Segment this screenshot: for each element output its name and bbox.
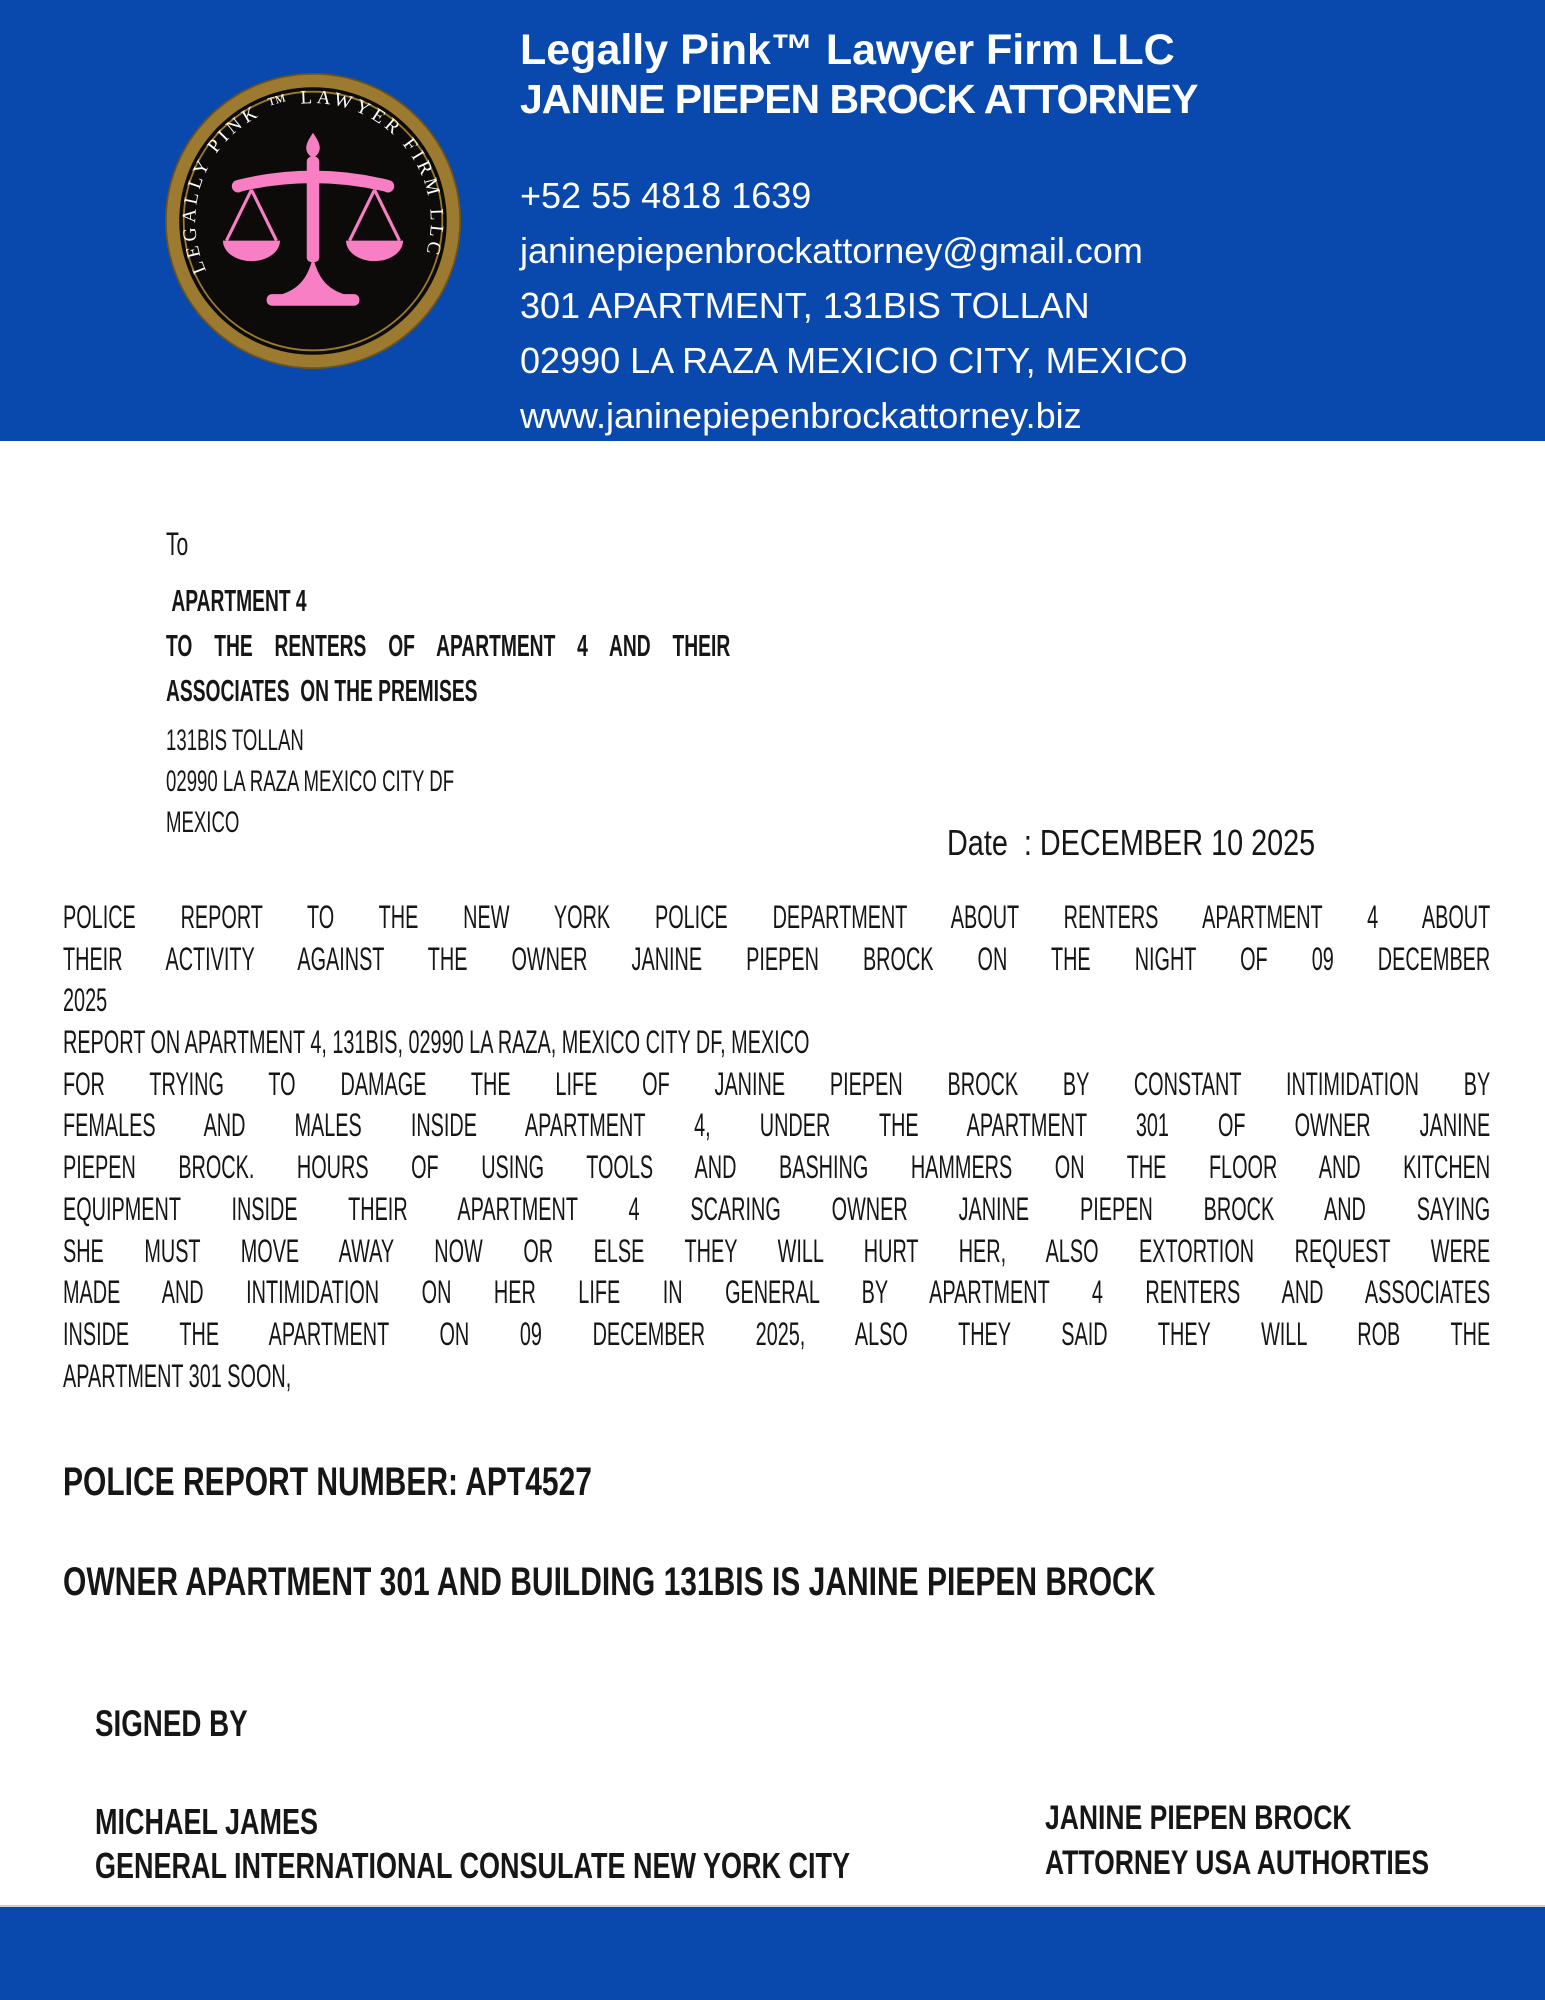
to-label: To (166, 526, 189, 562)
signatory-title: GENERAL INTERNATIONAL CONSULATE NEW YORK CITY (95, 1845, 851, 1886)
body-line: FEMALES AND MALES INSIDE APARTMENT 4, UNDER THE APARTMENT 301 OF OWNER JANINE (63, 1107, 1491, 1144)
signatory-name: JANINE PIEPEN BROCK (1045, 1799, 1352, 1837)
report-body (63, 897, 1490, 1397)
address-line-1: 301 APARTMENT, 131BIS TOLLAN (520, 285, 1090, 326)
body-line: 2025 (63, 982, 108, 1019)
firm-logo (148, 56, 478, 386)
police-report-number: POLICE REPORT NUMBER: APT4527 (63, 1460, 592, 1504)
signatory-title: ATTORNEY USA AUTHORTIES (1045, 1844, 1430, 1882)
recipient-address (166, 720, 730, 843)
body-line: INSIDE THE APARTMENT ON 09 DECEMBER 2025, ALSO THEY SAID THEY WILL ROB THE (63, 1315, 1491, 1352)
recipient-line: TO THE RENTERS OF APARTMENT 4 AND THEIR (166, 628, 731, 663)
recipient-line: ASSOCIATES ON THE PREMISES (166, 673, 478, 708)
phone-line: +52 55 4818 1639 (520, 175, 812, 216)
signed-by-label: SIGNED BY (95, 1703, 248, 1744)
recipient-line: APARTMENT 4 (166, 583, 307, 618)
recipient-block (166, 578, 730, 713)
body-line: EQUIPMENT INSIDE THEIR APARTMENT 4 SCARING OWNER JANINE PIEPEN BROCK AND SAYING (63, 1190, 1491, 1227)
logo-ring-text: LEGALLY PINK ™ LAWYER FIRM LLC (178, 87, 447, 277)
footer-band (0, 1905, 1545, 2000)
signatory-left (95, 1800, 850, 1888)
body-line: POLICE REPORT TO THE NEW YORK POLICE DEPARTMENT ABOUT RENTERS APARTMENT 4 ABOUT (63, 899, 1491, 935)
contact-block (520, 168, 1188, 443)
date-line: Date : DECEMBER 10 2025 (947, 822, 1316, 863)
body-line: APARTMENT 301 SOON, (63, 1357, 292, 1394)
recipient-address-line: 131BIS TOLLAN (166, 724, 304, 757)
body-line: MADE AND INTIMIDATION ON HER LIFE IN GENERAL BY APARTMENT 4 RENTERS AND ASSOCIATES (63, 1274, 1491, 1311)
body-line: SHE MUST MOVE AWAY NOW OR ELSE THEY WILL HURT HER, ALSO EXTORTION REQUEST WERE (63, 1232, 1491, 1269)
recipient-address-line: 02990 LA RAZA MEXICO CITY DF (166, 765, 455, 798)
body-line: THEIR ACTIVITY AGAINST THE OWNER JANINE PIEPEN BROCK ON THE NIGHT OF 09 DECEMBER (63, 940, 1491, 977)
attorney-name: JANINE PIEPEN BROCK ATTORNEY (520, 76, 1198, 122)
email-line: janinepiepenbrockattorney@gmail.com (520, 230, 1143, 271)
recipient-address-line: MEXICO (166, 806, 240, 839)
firm-name: Legally Pink™ Lawyer Firm LLC (520, 26, 1175, 74)
body-line: PIEPEN BROCK. HOURS OF USING TOOLS AND BASHING HAMMERS ON THE FLOOR AND KITCHEN (63, 1149, 1491, 1186)
website-line: www.janinepiepenbrockattorney.biz (520, 395, 1082, 436)
address-line-2: 02990 LA RAZA MEXICIO CITY, MEXICO (520, 340, 1188, 381)
body-line: REPORT ON APARTMENT 4, 131BIS, 02990 LA RAZA, MEXICO CITY DF, MEXICO (63, 1024, 810, 1061)
signatory-name: MICHAEL JAMES (95, 1801, 319, 1842)
signatory-right (1045, 1796, 1429, 1886)
owner-statement: OWNER APARTMENT 301 AND BUILDING 131BIS IS JANINE PIEPEN BROCK (63, 1560, 1156, 1604)
body-line: FOR TRYING TO DAMAGE THE LIFE OF JANINE PIEPEN BROCK BY CONSTANT INTIMIDATION BY (63, 1065, 1491, 1102)
